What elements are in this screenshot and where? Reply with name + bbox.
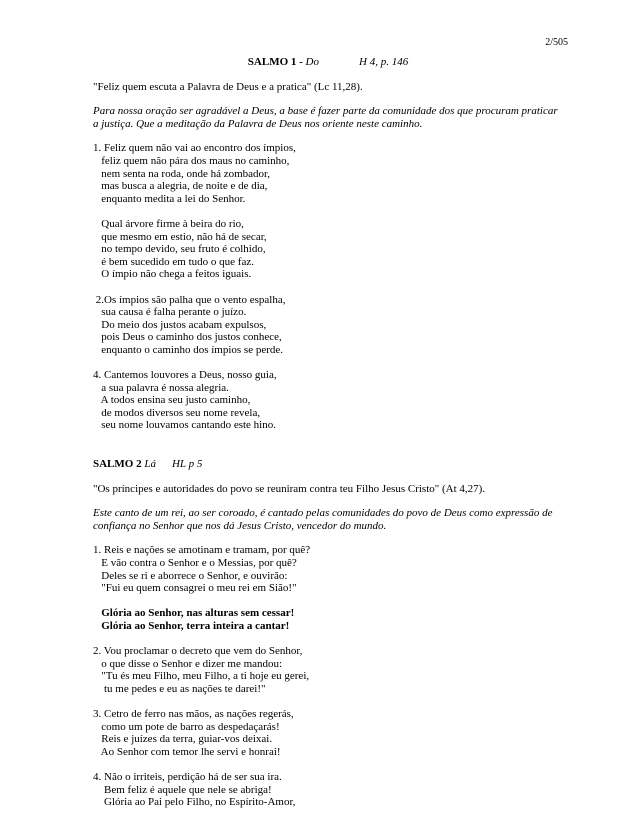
- verse-line: tu me pedes e eu as nações te darei!": [93, 682, 266, 695]
- verse-line: de modos diversos seu nome revela,: [93, 406, 261, 419]
- verse-line: o que disse o Senhor e dizer me mandou:: [93, 657, 283, 670]
- refrain-line: Glória ao Senhor, terra inteira a cantar!: [93, 619, 290, 632]
- verse-line: Deles se ri e aborrece o Senhor, e ouvirão:: [93, 569, 288, 582]
- verse-line: Qual árvore firme à beira do rio,: [93, 217, 244, 230]
- verse-line: "Tu és meu Filho, meu Filho, a ti hoje eu gerei,: [93, 670, 310, 683]
- verse-line: O ímpio não chega a feitos iguais.: [93, 268, 252, 281]
- verse-line: E vão contra o Senhor e o Messias, por quê?: [93, 557, 297, 569]
- psalm2-title: SALMO 2: [93, 458, 145, 471]
- psalm1-key: Do: [305, 56, 319, 68]
- psalm1-stanza-3: [93, 294, 563, 357]
- verse-line: Glória ao Pai pelo Filho, no Espírito-Amor,: [93, 796, 296, 809]
- verse-line: seu nome louvamos cantando este hino.: [93, 419, 276, 432]
- verse-line: 1. Reis e nações se amotinam e tramam, por quê?: [93, 544, 311, 557]
- verse-line: 2. Vou proclamar o decreto que vem do Senhor,: [93, 645, 303, 658]
- verse-line: mas busca a alegria, de noite e de dia,: [93, 180, 268, 193]
- psalm2-title-row: [93, 458, 563, 471]
- psalm1-title: SALMO 1 -: [247, 56, 306, 68]
- psalm1-reference: H 4, p. 146: [359, 56, 409, 68]
- verse-line: Do meio dos justos acabam expulsos,: [93, 318, 267, 331]
- verse-line: feliz quem não pára dos maus no caminho,: [93, 154, 290, 167]
- psalm1-intro: Para nossa oração ser agradável a Deus, a base é fazer parte da comunidade dos que procuram praticar a justiça. Que a meditação da Palavra de Deus nos oriente neste caminho.: [93, 105, 558, 130]
- psalm2-stanza-2: [93, 645, 563, 695]
- verse-line: 2.Os ímpios são palha que o vento espalha,: [93, 293, 286, 306]
- psalm2-stanza-4: [93, 771, 563, 809]
- psalm2-quote: "Os príncipes e autoridades do povo se reuniram contra teu Filho Jesus Cristo" (At 4,27).: [93, 482, 486, 495]
- verse-line: A todos ensina seu justo caminho,: [93, 394, 251, 407]
- psalm1-stanza-4: [93, 369, 563, 432]
- psalm2-reference: HL p 5: [171, 458, 203, 471]
- refrain-line: Glória ao Senhor, nas alturas sem cessar!: [93, 607, 295, 620]
- verse-line: Bem feliz é aquele que nele se abriga!: [93, 783, 272, 796]
- verse-line: enquanto o caminho dos ímpios se perde.: [93, 343, 284, 356]
- verse-line: como um pote de barro as despedaçarás!: [93, 720, 280, 733]
- verse-line: 1. Feliz quem não vai ao encontro dos ímpios,: [93, 142, 296, 155]
- verse-line: a sua palavra é nossa alegria.: [93, 381, 229, 394]
- verse-line: 4. Não o irriteis, perdição há de ser sua ira.: [93, 771, 282, 784]
- psalm1-title-row: [93, 56, 563, 69]
- document-content: [93, 56, 563, 821]
- psalm2-stanza-3: [93, 708, 563, 758]
- psalm1-stanza-2: [93, 218, 563, 281]
- page-number: 2/505: [545, 37, 568, 48]
- verse-line: nem senta na roda, onde há zombador,: [93, 167, 271, 180]
- verse-line: Ao Senhor com temor lhe servi e honrai!: [93, 745, 281, 758]
- verse-line: sua causa é falha perante o juízo.: [93, 306, 247, 319]
- verse-line: Reis e juízes da terra, guiar-vos deixai.: [93, 733, 273, 746]
- psalm1-quote: "Feliz quem escuta a Palavra de Deus e a pratica" (Lc 11,28).: [93, 80, 363, 93]
- verse-line: pois Deus o caminho dos justos conhece,: [93, 331, 282, 344]
- verse-line: enquanto medita a lei do Senhor.: [93, 192, 246, 205]
- psalm1-stanza-1: [93, 142, 563, 205]
- verse-line: é bem sucedido em tudo o que faz.: [93, 255, 254, 268]
- verse-line: 3. Cetro de ferro nas mãos, as nações regerás,: [93, 708, 294, 721]
- verse-line: que mesmo em estio, não há de secar,: [93, 230, 267, 243]
- psalm2-refrain: [93, 607, 563, 632]
- verse-line: "Fui eu quem consagrei o meu rei em Sião!": [93, 582, 297, 595]
- verse-line: 4. Cantemos louvores a Deus, nosso guia,: [93, 369, 277, 382]
- verse-line: no tempo devido, seu fruto é colhido,: [93, 243, 266, 256]
- psalm2-intro: Este canto de um rei, ao ser coroado, é cantado pelas comunidades do povo de Deus como expressão de confiança no Senhor que nos dá Jesus Cristo, vencedor do mundo.: [93, 507, 553, 532]
- psalm2-stanza-1: [93, 544, 563, 594]
- psalm2-key: Lá: [144, 458, 156, 471]
